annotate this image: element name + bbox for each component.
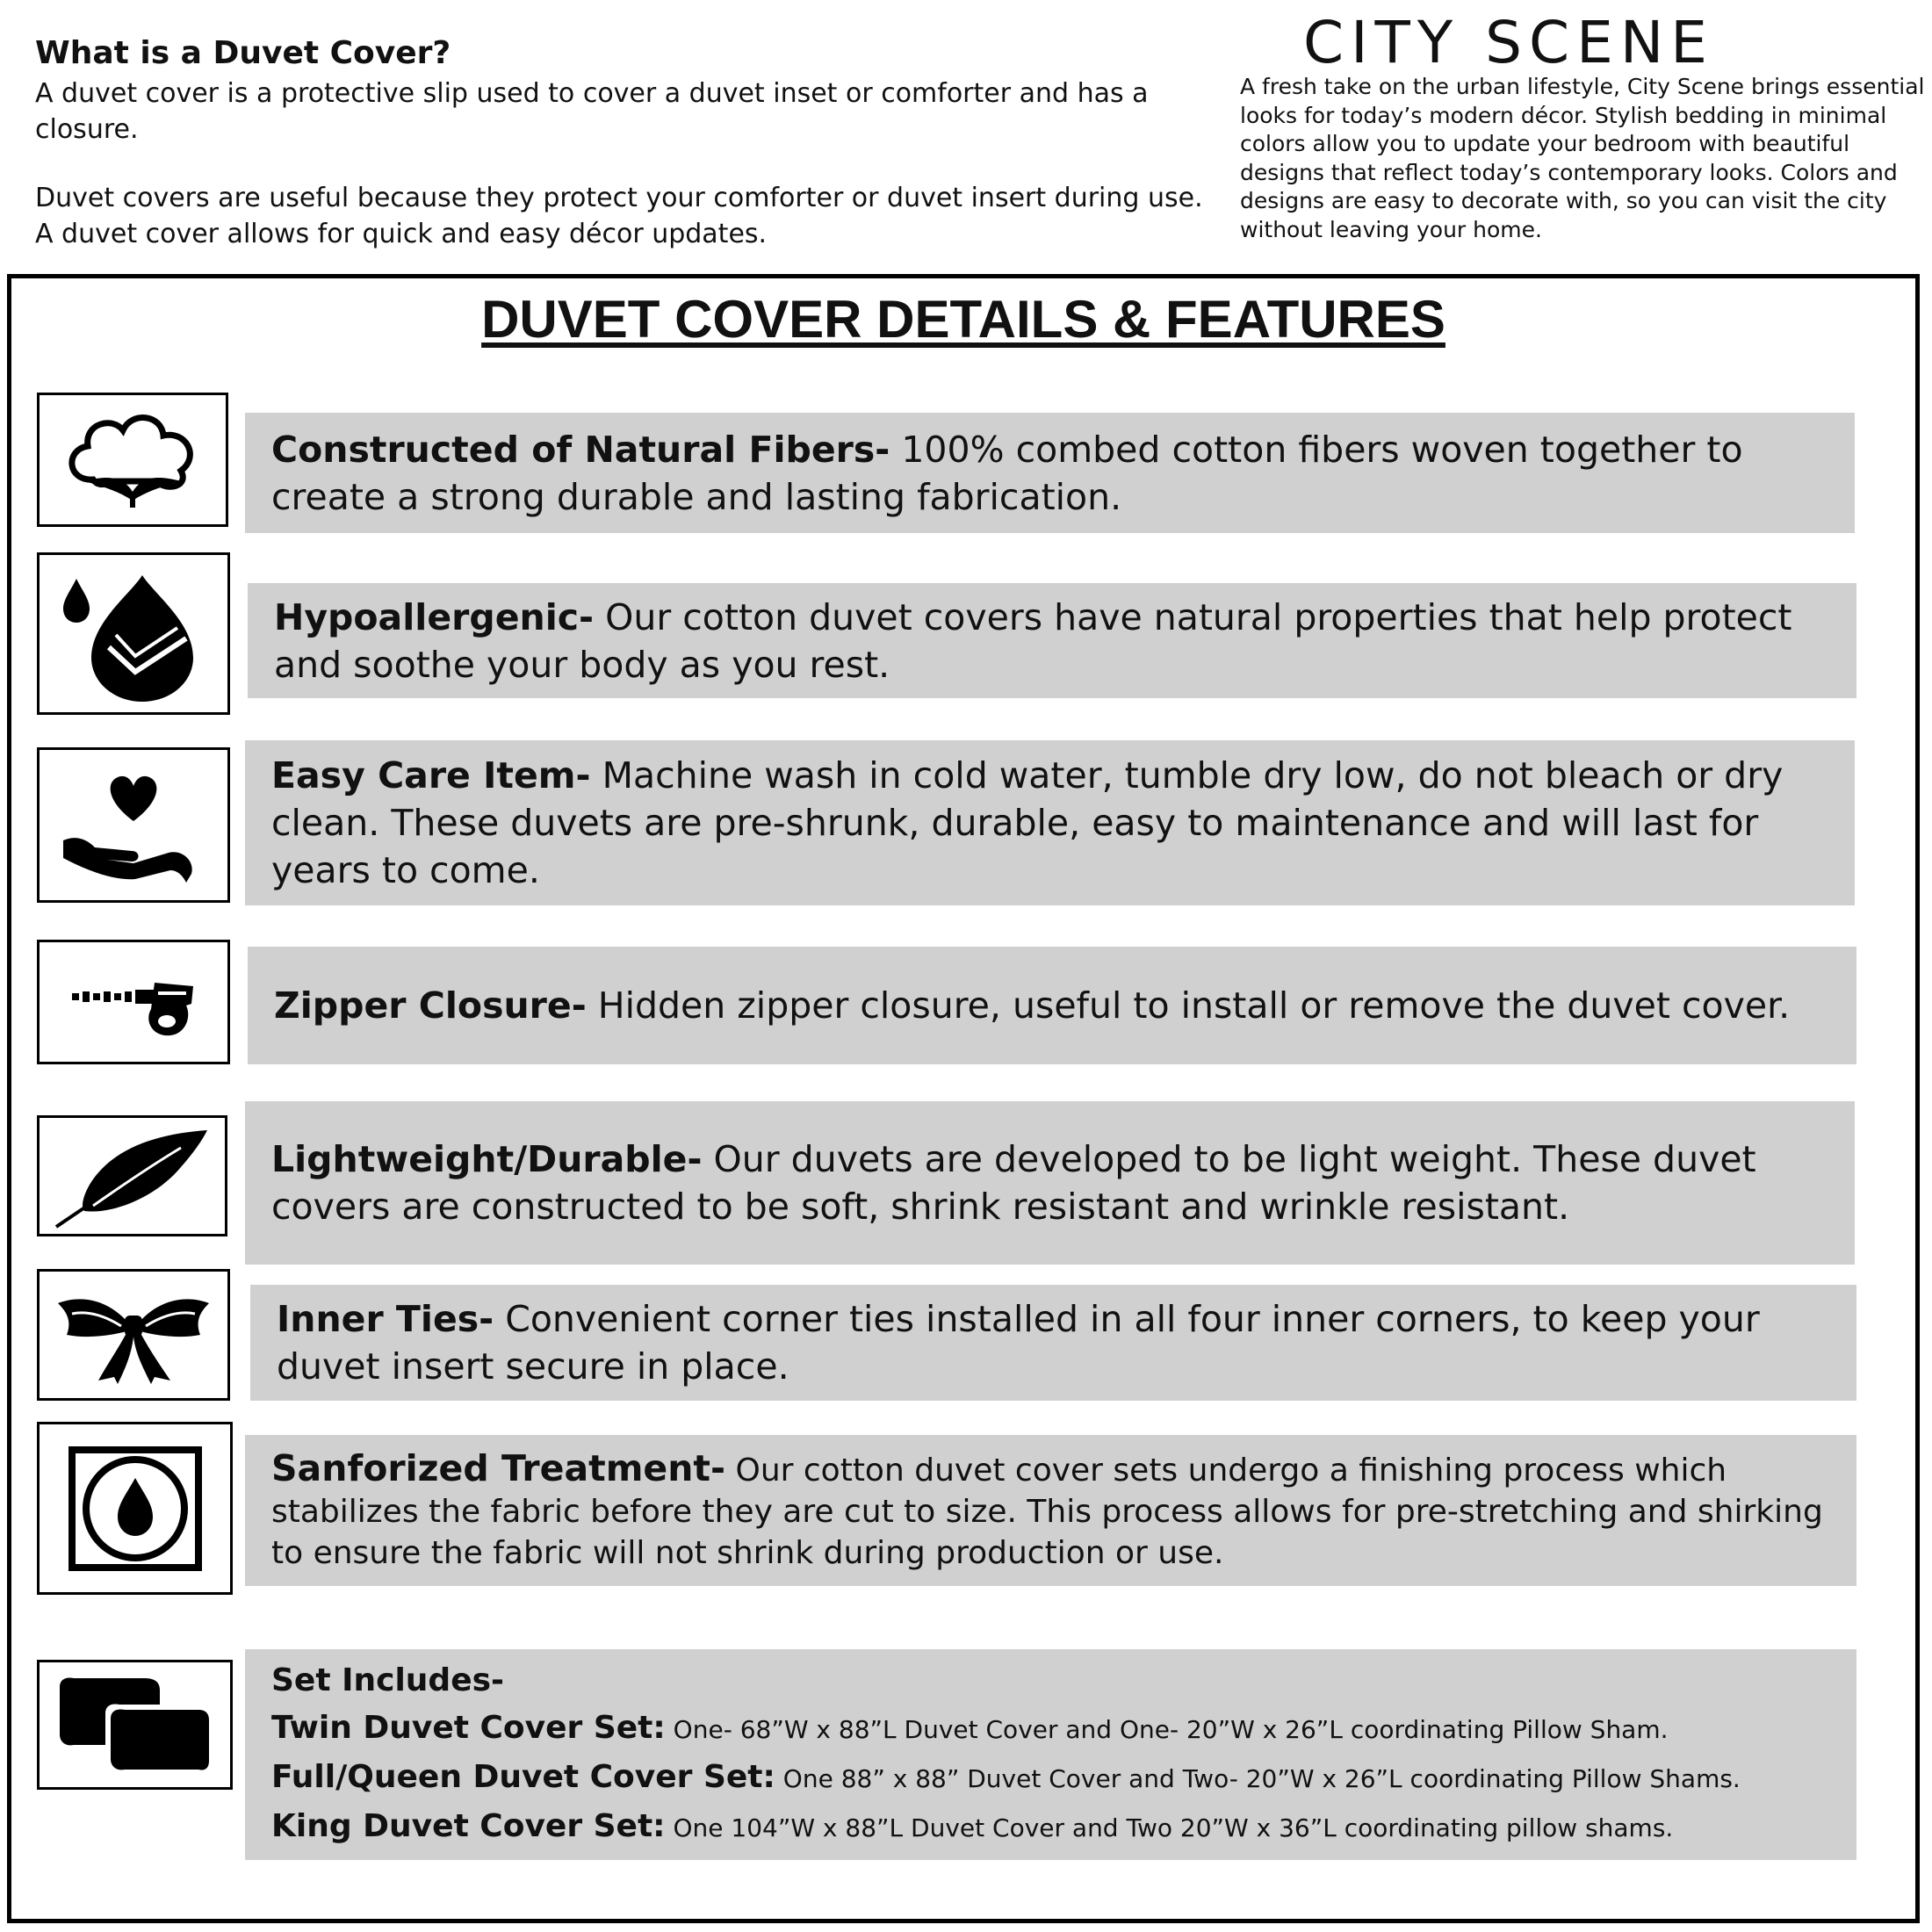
feature-title: Hypoallergenic- — [274, 595, 595, 638]
set-row-label: King Duvet Cover Set: — [271, 1808, 666, 1844]
set-row-label: Full/Queen Duvet Cover Set: — [271, 1759, 775, 1795]
set-row-text: One- 68”W x 88”L Duvet Cover and One- 20”W x 26”L coordinating Pillow Sham. — [665, 1715, 1669, 1744]
feature-title: Sanforized Treatment- — [271, 1446, 726, 1489]
logo-text: CITY SCENE — [1303, 9, 1714, 76]
bow-tie-icon — [37, 1269, 230, 1401]
set-row-text: One 104”W x 88”L Duvet Cover and Two 20”W x 36”L coordinating pillow shams. — [665, 1813, 1674, 1842]
features-heading: DUVET COVER DETAILS & FEATURES — [481, 290, 1445, 349]
feature-text: Our cotton duvet covers have natural properties that help protect and soothe your body as you rest. — [274, 595, 1792, 686]
feature-title: Inner Ties- — [277, 1298, 494, 1340]
feature-text: Hidden zipper closure, useful to install or remove the duvet cover. — [586, 984, 1791, 1027]
feature-text: 100% combed cotton fibers woven together to create a strong durable and lasting fabrication. — [271, 428, 1743, 518]
set-row-full-queen — [271, 1754, 1830, 1803]
features-frame — [7, 274, 1920, 1923]
feature-panel-easy-care — [245, 740, 1855, 905]
feature-title: Constructed of Natural Fibers- — [271, 428, 890, 471]
feather-icon — [37, 1115, 227, 1236]
brand-description: A fresh take on the urban lifestyle, City Scene brings essential looks for today’s modern décor. Stylish bedding in minimal colors allow you to update your bedroom with beautiful designs that reflect today’s contemporary looks. Colors and designs are easy to decorate with, so you can visit the city without leaving your home. — [1240, 74, 1925, 242]
feature-text: Machine wash in cold water, tumble dry low, do not bleach or dry clean. These duvets are pre-shrunk, durable, easy to maintenance and will last for years to come. — [271, 754, 1784, 891]
pillow-shams-icon — [37, 1660, 233, 1790]
intro-paragraph-2: Duvet covers are useful because they protect your comforter or duvet insert during use. A duvet cover allows for quick and easy décor updates. — [35, 183, 1203, 249]
intro-paragraph-1: A duvet cover is a protective slip used to cover a duvet inset or comforter and has a closure. — [35, 78, 1149, 145]
zipper-icon — [37, 940, 230, 1064]
feature-panel-inner-ties — [250, 1285, 1856, 1401]
feature-title: Easy Care Item- — [271, 754, 591, 797]
feature-panel-sanforized — [245, 1435, 1856, 1586]
set-includes-heading: Set Includes- — [271, 1662, 504, 1698]
set-row-twin — [271, 1705, 1830, 1754]
feature-title: Lightweight/Durable- — [271, 1138, 703, 1180]
intro-section — [35, 33, 1203, 252]
feature-panel-lightweight — [245, 1101, 1855, 1265]
set-row-label: Twin Duvet Cover Set: — [271, 1710, 666, 1746]
hand-heart-icon — [37, 747, 230, 903]
feature-text: Our cotton duvet cover sets undergo a finishing process which stabilizes the fabric before they are cut to size. This process allows for pre-stretching and shirking to ensure the fabric will not shrink during production or use. — [271, 1452, 1823, 1571]
set-includes-panel — [245, 1649, 1856, 1860]
cotton-boll-icon — [37, 393, 228, 527]
feature-panel-natural-fibers — [245, 413, 1855, 533]
feature-title: Zipper Closure- — [274, 984, 587, 1027]
sanforized-drop-icon — [37, 1422, 233, 1595]
feature-panel-hypoallergenic — [248, 583, 1856, 698]
feature-panel-zipper — [248, 947, 1856, 1064]
hypoallergenic-drop-icon — [37, 552, 230, 715]
intro-title: What is a Duvet Cover? — [35, 35, 451, 71]
set-row-king — [271, 1803, 1830, 1852]
city-scene-logo — [1303, 7, 1714, 79]
feature-text: Our duvets are developed to be light weight. These duvet covers are constructed to be soft, shrink resistant and wrinkle resistant. — [271, 1138, 1756, 1228]
feature-text: Convenient corner ties installed in all four inner corners, to keep your duvet insert secure in place. — [277, 1298, 1760, 1388]
set-row-text: One 88” x 88” Duvet Cover and Two- 20”W x 26”L coordinating Pillow Shams. — [775, 1764, 1741, 1793]
